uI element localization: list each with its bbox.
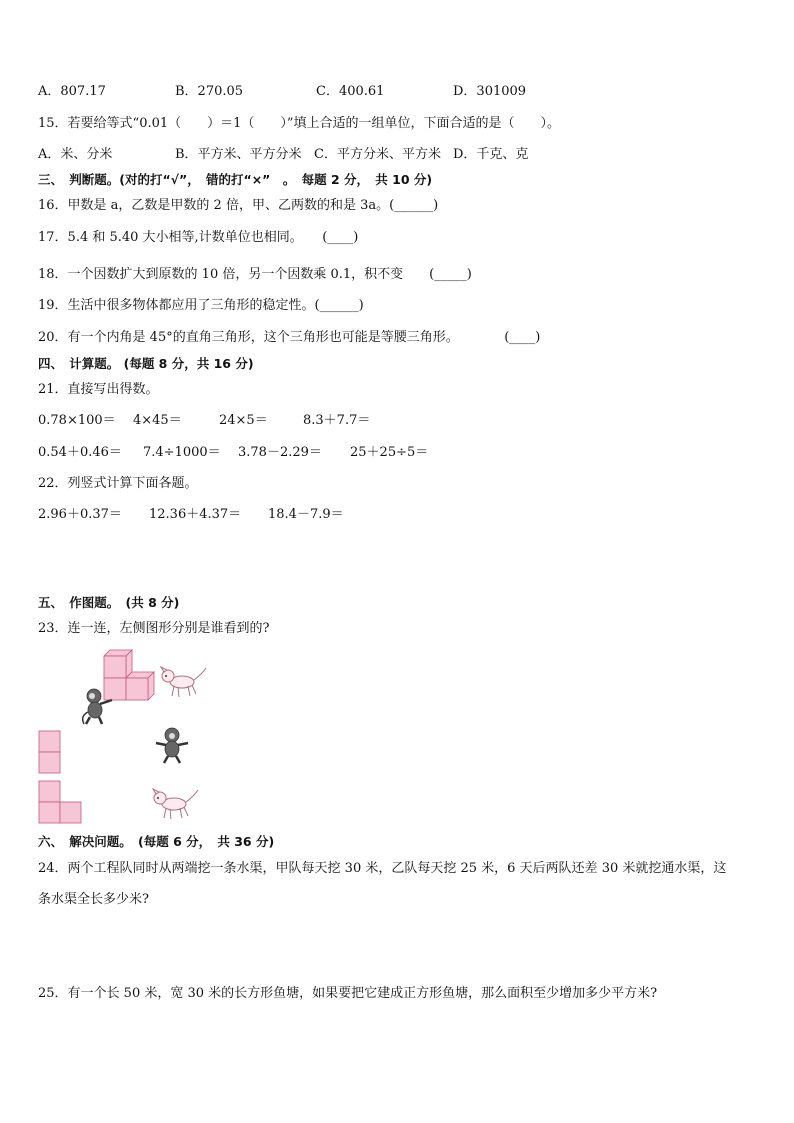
section3-title: 三、 判断题。(对的打“√”， 错的打“×” 。 每题 2 分， 共 10 分): [38, 172, 433, 187]
monkey-icon: [154, 727, 190, 765]
view-shape-l-three-squares: [38, 780, 84, 824]
q21-item: 25＋25÷5＝: [350, 445, 429, 460]
q25: 25．有一个长 50 米，宽 30 米的长方形鱼塘，如果要把它建成正方形鱼塘，那么面积至少增加多少平方米?: [38, 986, 658, 1001]
q24-line1: 24．两个工程队同时从两端挖一条水渠，甲队每天挖 30 米，乙队每天挖 25 米，6 天后两队还差 30 米就挖通水渠，这: [38, 861, 727, 876]
q15-option-d: D．千克、克: [453, 147, 529, 162]
q15-option-b: B．平方米、平方分米: [175, 147, 302, 162]
q22: 22．列竖式计算下面各题。: [38, 476, 198, 491]
q22-item: 2.96＋0.37＝: [38, 507, 122, 522]
section5-title: 五、 作图题。 (共 8 分): [38, 595, 180, 610]
q20: 20．有一个内角是 45°的直角三角形，这个三角形也可能是等腰三角形。 (____): [38, 330, 541, 345]
q22-item: 12.36＋4.37＝: [149, 507, 242, 522]
q14-option-c: C．400.61: [316, 84, 385, 99]
section6-title: 六、 解决问题。 (每题 6 分， 共 36 分): [38, 834, 275, 849]
q16: 16．甲数是 a，乙数是甲数的 2 倍，甲、乙两数的和是 3a。(______): [38, 198, 439, 213]
q22-item: 18.4－7.9＝: [268, 507, 344, 522]
q14-option-d: D．301009: [453, 84, 527, 99]
q21: 21．直接写出得数。: [38, 382, 159, 397]
q21-item: 0.78×100＝: [38, 413, 116, 428]
q19: 19．生活中很多物体都应用了三角形的稳定性。(______): [38, 298, 364, 313]
q15-option-a: A．米、分米: [38, 147, 113, 162]
q21-item: 3.78－2.29＝: [238, 445, 322, 460]
q24-line2: 条水渠全长多少米?: [38, 892, 149, 907]
q18: 18．一个因数扩大到原数的 10 倍，另一个因数乘 0.1，积不变 (_____): [38, 267, 472, 282]
q15-option-c: C．平方分米、平方米: [314, 147, 441, 162]
section4-title: 四、 计算题。 (每题 8 分，共 16 分): [38, 356, 254, 371]
q21-item: 8.3＋7.7＝: [303, 413, 371, 428]
monkey-icon: [80, 688, 116, 726]
q14-option-a: A．807.17: [38, 84, 106, 99]
q21-item: 7.4÷1000＝: [143, 445, 221, 460]
q14-option-b: B．270.05: [175, 84, 244, 99]
dog-icon: [160, 666, 208, 700]
q21-item: 24×5＝: [219, 413, 268, 428]
dog-icon: [152, 788, 200, 822]
q23: 23．连一连，左侧图形分别是谁看到的?: [38, 621, 270, 636]
q21-item: 4×45＝: [133, 413, 182, 428]
q15-stem: 15．若要给等式“0.01（ ）＝1（ ）”填上合适的一组单位，下面合适的是（ ）。: [38, 116, 561, 131]
q17: 17．5.4 和 5.40 大小相等,计数单位也相同。 (____): [38, 230, 359, 245]
q21-item: 0.54＋0.46＝: [38, 445, 122, 460]
view-shape-two-squares: [38, 730, 62, 774]
